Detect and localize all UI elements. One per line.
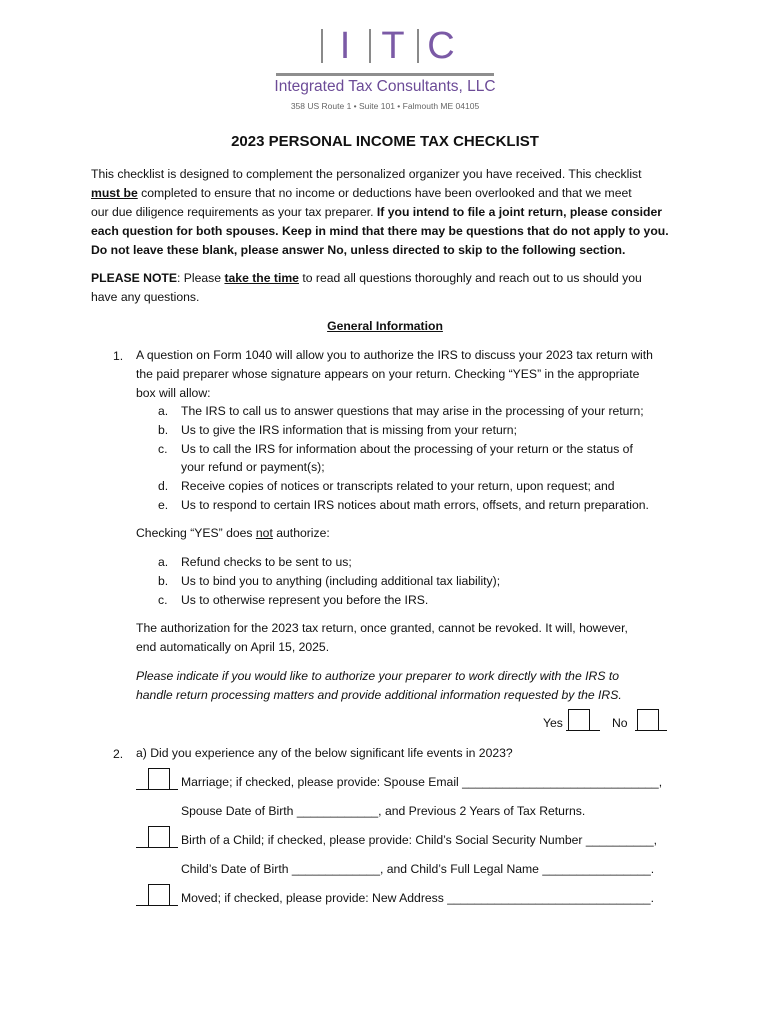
question-number: 1. [113,349,124,363]
list-item-key: e. [158,498,169,512]
section-heading-general-information: General Information [327,319,443,333]
logo-letter-c: C [427,24,457,67]
list-item-key: a. [158,555,169,569]
note-line [91,288,691,307]
list-item-key: a. [158,404,169,418]
yes-label: Yes [543,716,563,730]
birth-of-child-checkbox[interactable] [148,826,170,848]
note-label: PLEASE NOTE [91,271,178,285]
no-underline [635,730,667,731]
list-item: Us to bind you to anything (including additional tax liability); [181,574,501,588]
note-line [91,269,691,288]
list-item: Us to call the IRS for information about the processing of your return or the status of [181,442,633,456]
authorization-text: end automatically on April 15, 2025. [136,640,330,654]
list-item: Refund checks to be sent to us; [181,555,352,569]
page-title: 2023 PERSONAL INCOME TAX CHECKLIST [231,133,539,150]
no-label: No [612,716,628,730]
question-text: A question on Form 1040 will allow you to authorize the IRS to discuss your 2023 tax return with [136,348,653,362]
list-item: Us to give the IRS information that is missing from your return; [181,423,517,437]
company-name: Integrated Tax Consultants, LLC [274,78,496,95]
list-item-key: b. [158,574,169,588]
marriage-line: Spouse Date of Birth ____________, and Previous 2 Years of Tax Returns. [181,804,586,818]
must-be-emphasis: must be [91,186,138,200]
list-item-key: c. [158,442,168,456]
marriage-line: Marriage; if checked, please provide: Spouse Email _____________________________, [181,775,663,789]
note-emphasis: take the time [224,271,299,285]
instruction-text: handle return processing matters and provide additional information requested by the IRS. [136,688,622,702]
intro-line [91,222,691,241]
not-authorize-line [136,524,330,543]
logo-rule [276,73,494,76]
list-item-key: d. [158,479,169,493]
logo-letter-t: T [381,24,407,67]
intro-line [91,241,691,260]
birth-line: Birth of a Child; if checked, please provide: Child’s Social Security Number __________, [181,833,658,847]
note-text: to read all questions thoroughly and reach out to us should you [298,271,642,285]
company-address: 358 US Route 1 • Suite 101 • Falmouth ME 04105 [290,101,480,111]
authorization-text: The authorization for the 2023 tax return, once granted, cannot be revoked. It will, however, [136,621,628,635]
not-authorize-text: authorize: [272,526,330,540]
instruction-text: Please indicate if you would like to authorize your preparer to work directly with the IRS to [136,669,619,683]
intro-text: completed to ensure that no income or deductions have been overlooked and that we meet [137,186,632,200]
marriage-checkbox[interactable] [148,768,170,790]
birth-line: Child’s Date of Birth _____________, and Child’s Full Legal Name ________________. [181,862,655,876]
intro-paragraph [91,165,691,260]
list-item: Us to respond to certain IRS notices about math errors, offsets, and return preparation. [181,498,649,512]
list-item: your refund or payment(s); [181,460,325,474]
yes-checkbox[interactable] [568,709,590,731]
intro-bold-text: If you intend to file a joint return, please consider [376,205,662,219]
intro-line [91,203,691,222]
question-text: box will allow: [136,386,211,400]
checkbox-underline [136,847,178,848]
not-emphasis: not [255,526,273,540]
list-item: Receive copies of notices or transcripts related to your return, upon request; and [181,479,615,493]
moved-line: Moved; if checked, please provide: New Address ______________________________. [181,891,654,905]
no-checkbox[interactable] [637,709,659,731]
yes-underline [566,730,600,731]
list-item-key: c. [158,593,168,607]
logo-divider [369,29,371,63]
note-text: have any questions. [91,290,200,304]
not-authorize-text: Checking “YES” does [136,526,256,540]
moved-checkbox[interactable] [148,884,170,906]
company-logo [0,26,770,66]
intro-bold-text: each question for both spouses. Keep in mind that there may be questions that do not apply to you. [91,224,669,238]
logo-letter-i: I [339,24,353,67]
intro-text: This checklist is designed to complement the personalized organizer you have received. This checklist [91,167,642,181]
intro-line [91,165,691,184]
question-text: the paid preparer whose signature appears on your return. Checking “YES” in the appropriate [136,367,640,381]
logo-divider [417,29,419,63]
question-number: 2. [113,747,124,761]
checkbox-underline [136,905,178,906]
yes-option [543,714,563,733]
list-item: Us to otherwise represent you before the IRS. [181,593,429,607]
please-note-paragraph [91,269,691,307]
logo-divider [321,29,323,63]
note-text: : Please [177,271,225,285]
list-item: The IRS to call us to answer questions that may arise in the processing of your return; [181,404,644,418]
checkbox-underline [136,789,178,790]
intro-text: our due diligence requirements as your tax preparer. [91,205,377,219]
intro-line [91,184,691,203]
intro-bold-text: Do not leave these blank, please answer No, unless directed to skip to the following section. [91,243,626,257]
question-text: a) Did you experience any of the below significant life events in 2023? [136,746,513,760]
list-item-key: b. [158,423,169,437]
no-option [612,714,628,733]
